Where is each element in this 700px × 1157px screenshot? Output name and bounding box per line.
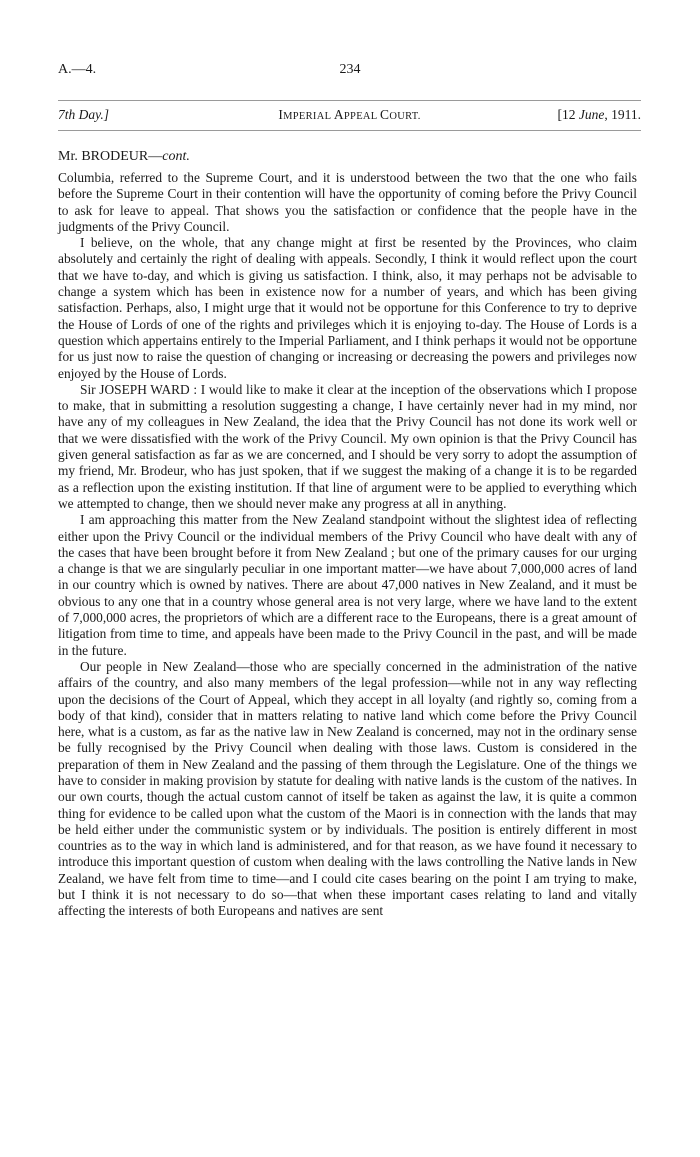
court-title-part-3: OURT. — [389, 111, 421, 122]
header-rule-bottom — [58, 130, 641, 131]
paragraph: Columbia, referred to the Supreme Court, and it is understood between the two that the one who fails before the Supreme Court in their contention will have the opportunity of coming before the Privy Council to ask for leave to appeal. That shows you the satisfaction or confidence that the people have in the judgments of the Privy Council. — [58, 170, 637, 234]
speaker-ward: Sir JOSEPH WARD : — [80, 381, 198, 397]
court-title-part-1: MPERIAL — [283, 111, 334, 122]
document-reference: A.—4. — [58, 62, 97, 77]
speaker-name: Mr. BRODEUR— — [58, 149, 163, 164]
date-month: June — [578, 107, 605, 122]
page-number: 234 — [339, 62, 361, 77]
court-title — [58, 107, 641, 123]
court-title-initial-1: I — [278, 107, 284, 122]
body-text — [58, 170, 637, 920]
court-title-initial-2: A — [333, 107, 344, 122]
speaker-heading — [58, 149, 190, 165]
paragraph-ward-text: I would like to make it clear at the inception of the observations which I propose to make, that in submitting a resolution suggesting a change, I have certainly never had in my mind, nor have any of my colleagues in New Zealand, the idea that the Privy Council has not done its work well or that we were dissatisfied with the work of the Privy Council. My own opinion is that the Privy Council has given general satisfaction as far as we are concerned, and I should be very sorry to adopt the assumption of my friend, Mr. Brodeur, who has just spoken, that if we suggest the making of a change it is to be regarded as a reflection upon the existing institution. If that line of argument were to be applied to everything which we attempted to change, then we should never make any progress at all in anything. — [58, 381, 637, 511]
speaker-continued: cont. — [162, 149, 190, 164]
running-head — [58, 107, 641, 127]
paragraph: I am approaching this matter from the New Zealand standpoint without the slightest idea of reflecting either upon the Privy Council or the individual members of the Privy Council who have dealt with any of the cases that have been brought before it from New Zealand ; but one of the primary causes for our urging a change is that we are singularly peculiar in one important matter—we have about 7,000,000 acres of land in our country which is owned by natives. There are about 47,000 natives in New Zealand, and it must be obvious to any one that in a country whose general area is not very large, where we have land to the extent of 7,000,000 acres, the proprietors of which are a different race to the Europeans, there is a great amount of litigation from time to time, and appeals have been made to the Privy Council in the past, and will be made in the future. — [58, 512, 637, 658]
sitting-day: 7th Day.] — [58, 107, 110, 122]
court-title-initial-3: C — [380, 107, 390, 122]
court-title-part-2: PPEAL — [343, 111, 381, 122]
sitting-date — [558, 107, 641, 123]
paragraph-ward — [58, 382, 637, 512]
paragraph: Our people in New Zealand—those who are specially concerned in the administration of the native affairs of the country, and also many members of the legal profession—while not in any way reflecting upon the decisions of the Court of Appeal, which they accept in all loyalty (and rightly so, coming from a body of that kind), consider that in matters relating to native land which come before the Privy Council here, what is a custom, as far as the native law in New Zealand is concerned, may not in the ordinary sense be fully recognised by the Privy Council when dealing with those laws. Custom is considered in the preparation of them in New Zealand and the passing of them through the Legislature. One of the things we have to consider in making provision by statute for dealing with native lands is the custom of the natives. In our own courts, though the actual custom cannot of itself be taken as against the law, it is quite a common thing for evidence to be called upon what the custom of the Maori is in connection with the lands that may be held either under the communistic system or by individuals. The position is entirely different in most countries as to the way in which land is administered, and for that reason, as we have found it necessary to introduce this important question of custom when dealing with the laws controlling the Native lands in New Zealand, we have felt from time to time—and I could cite cases bearing on the point I am trying to make, but I think it is not necessary to do so—that when these important cases relating to land and vitally affecting the interests of both Europeans and natives are sent — [58, 658, 637, 919]
paragraph: I believe, on the whole, that any change might at first be resented by the Provinces, who claim absolutely and certainly the right of dealing with appeals. Secondly, I think it would reflect upon the court that we have to-day, and which is giving us satisfaction. I think, also, it may perhaps not be advisable to change a system which has been in existence now for a number of years, and which has been giving satisfaction. Perhaps, also, I might urge that it would not be opportune for this Conference to try to deprive the House of Lords of one of the rights and privileges which it is enjoying to-day. The House of Lords is a question which appertains entirely to the Imperial Parliament, and I think perhaps it would not be opportune for us just now to raise the question of changing or increasing or decreasing the powers and privileges now enjoyed by the House of Lords. — [58, 235, 638, 381]
date-prefix: [12 — [557, 107, 579, 122]
header-rule-top — [58, 100, 641, 101]
date-suffix: , 1911. — [604, 107, 641, 122]
